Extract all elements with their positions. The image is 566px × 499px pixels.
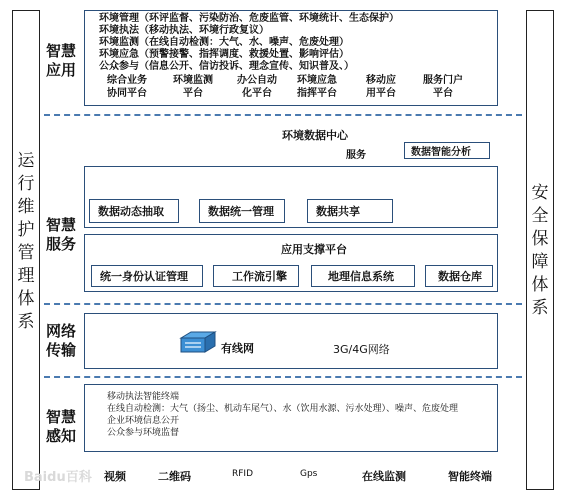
layer4-title-line1: 智慧 [46,408,77,426]
data-box [199,199,285,223]
watermark: Baidu百科 [24,470,92,485]
layer2-title-line2: 服务 [46,235,77,253]
layer1-line: 环境管理（环评监督、污染防治、危废监管、环境统计、生态保护） [99,13,399,24]
platform-line: 化平台 [242,88,272,99]
platform-integrated [97,74,157,100]
platform-line: 用平台 [366,88,396,99]
data-center-label: 环境数据中心 [282,129,348,142]
layer2-title [46,216,76,254]
platform-line: 指挥平台 [297,88,337,99]
app-platform-label: 应用支撑平台 [281,243,347,256]
layer1-line: 环境应急（预警接警、指挥调度、救援处置、影响评估） [99,49,349,60]
app-box [425,265,493,287]
platform-line: 环境监测 [173,75,213,86]
right-side-box [526,10,554,490]
layer-divider [44,303,522,305]
side-char: 体 [531,275,549,295]
platform-monitoring [163,74,223,100]
data-box [89,199,179,223]
side-char: 安 [531,183,549,203]
platform-office [227,74,287,100]
perception-line: 公众参与环境监督 [107,428,180,438]
app-platform-box [84,234,498,292]
layer4-title-line2: 感知 [46,427,77,445]
data-box-label: 数据统一管理 [208,205,274,218]
layer3-title-line2: 传输 [46,341,77,359]
app-box-label: 统一身份认证管理 [100,270,188,283]
side-char: 行 [17,174,35,194]
platform-mobile [351,74,411,100]
data-center-box [84,166,498,228]
layer1-line: 环境执法（移动执法、环境行政复议） [99,25,269,36]
side-char: 全 [531,206,549,226]
platform-line: 综合业务 [107,75,147,86]
platform-portal [413,74,473,100]
analysis-label: 数据智能分析 [411,147,471,158]
platform-line: 移动应 [366,75,396,86]
layer1-line: 公众参与（信息公开、信访投诉、理念宣传、知识普及、） [99,61,354,72]
app-box [311,265,415,287]
service-label: 服务 [346,150,366,161]
layer1-box [84,10,498,106]
side-char: 体 [17,289,35,309]
side-char: 理 [17,266,35,286]
perception-box [84,384,498,452]
perception-line: 移动执法智能终端 [107,392,180,402]
platform-emergency [287,74,347,100]
platform-line: 环境应急 [297,75,337,86]
device-label: RFID [232,469,254,479]
layer1-title [46,42,76,80]
layer1-line: 环境监测（在线自动检测：大气、水、噪声、危废处理） [99,37,349,48]
network-box [84,313,498,369]
side-char: 护 [17,220,35,240]
layer-divider [44,376,522,378]
device-label: 视频 [104,470,126,483]
perception-line: 在线自动检测：大气（扬尘、机动车尾气）、水（饮用水源、污水处理）、噪声、危废处理 [107,404,459,414]
side-char: 运 [17,151,35,171]
side-char: 障 [531,252,549,272]
switch-icon [177,330,217,356]
layer1-title-line1: 智慧 [46,42,77,60]
left-side-box [12,10,40,490]
side-char: 保 [531,229,549,249]
data-box [307,199,393,223]
app-box [213,265,299,287]
app-box-label: 工作流引擎 [232,270,287,283]
app-box-label: 地理信息系统 [328,270,394,283]
layer2-title-line1: 智慧 [46,216,77,234]
platform-line: 服务门户 [423,75,463,86]
device-label: 二维码 [158,470,191,483]
app-box [91,265,203,287]
app-box-label: 数据仓库 [438,270,482,283]
platform-line: 协同平台 [107,88,147,99]
layer3-title-line1: 网络 [46,322,77,340]
side-char: 系 [17,312,35,332]
device-label: 智能终端 [448,470,492,483]
mobile-network-label: 3G/4G网络 [333,343,390,356]
layer1-title-line2: 应用 [46,61,77,79]
data-box-label: 数据共享 [316,205,360,218]
layer-divider [44,114,522,116]
layer3-title [46,322,76,360]
side-char: 系 [531,298,549,318]
device-label: 在线监测 [362,470,406,483]
side-char: 维 [17,197,35,217]
wired-network-label: 有线网 [221,342,254,355]
layer4-title [46,408,76,446]
analysis-box [404,142,490,159]
platform-line: 平台 [183,88,203,99]
platform-line: 办公自动 [237,75,277,86]
data-box-label: 数据动态抽取 [98,205,164,218]
perception-line: 企业环境信息公开 [107,416,180,426]
platform-line: 平台 [433,88,453,99]
side-char: 管 [17,243,35,263]
device-label: Gps [300,469,318,479]
